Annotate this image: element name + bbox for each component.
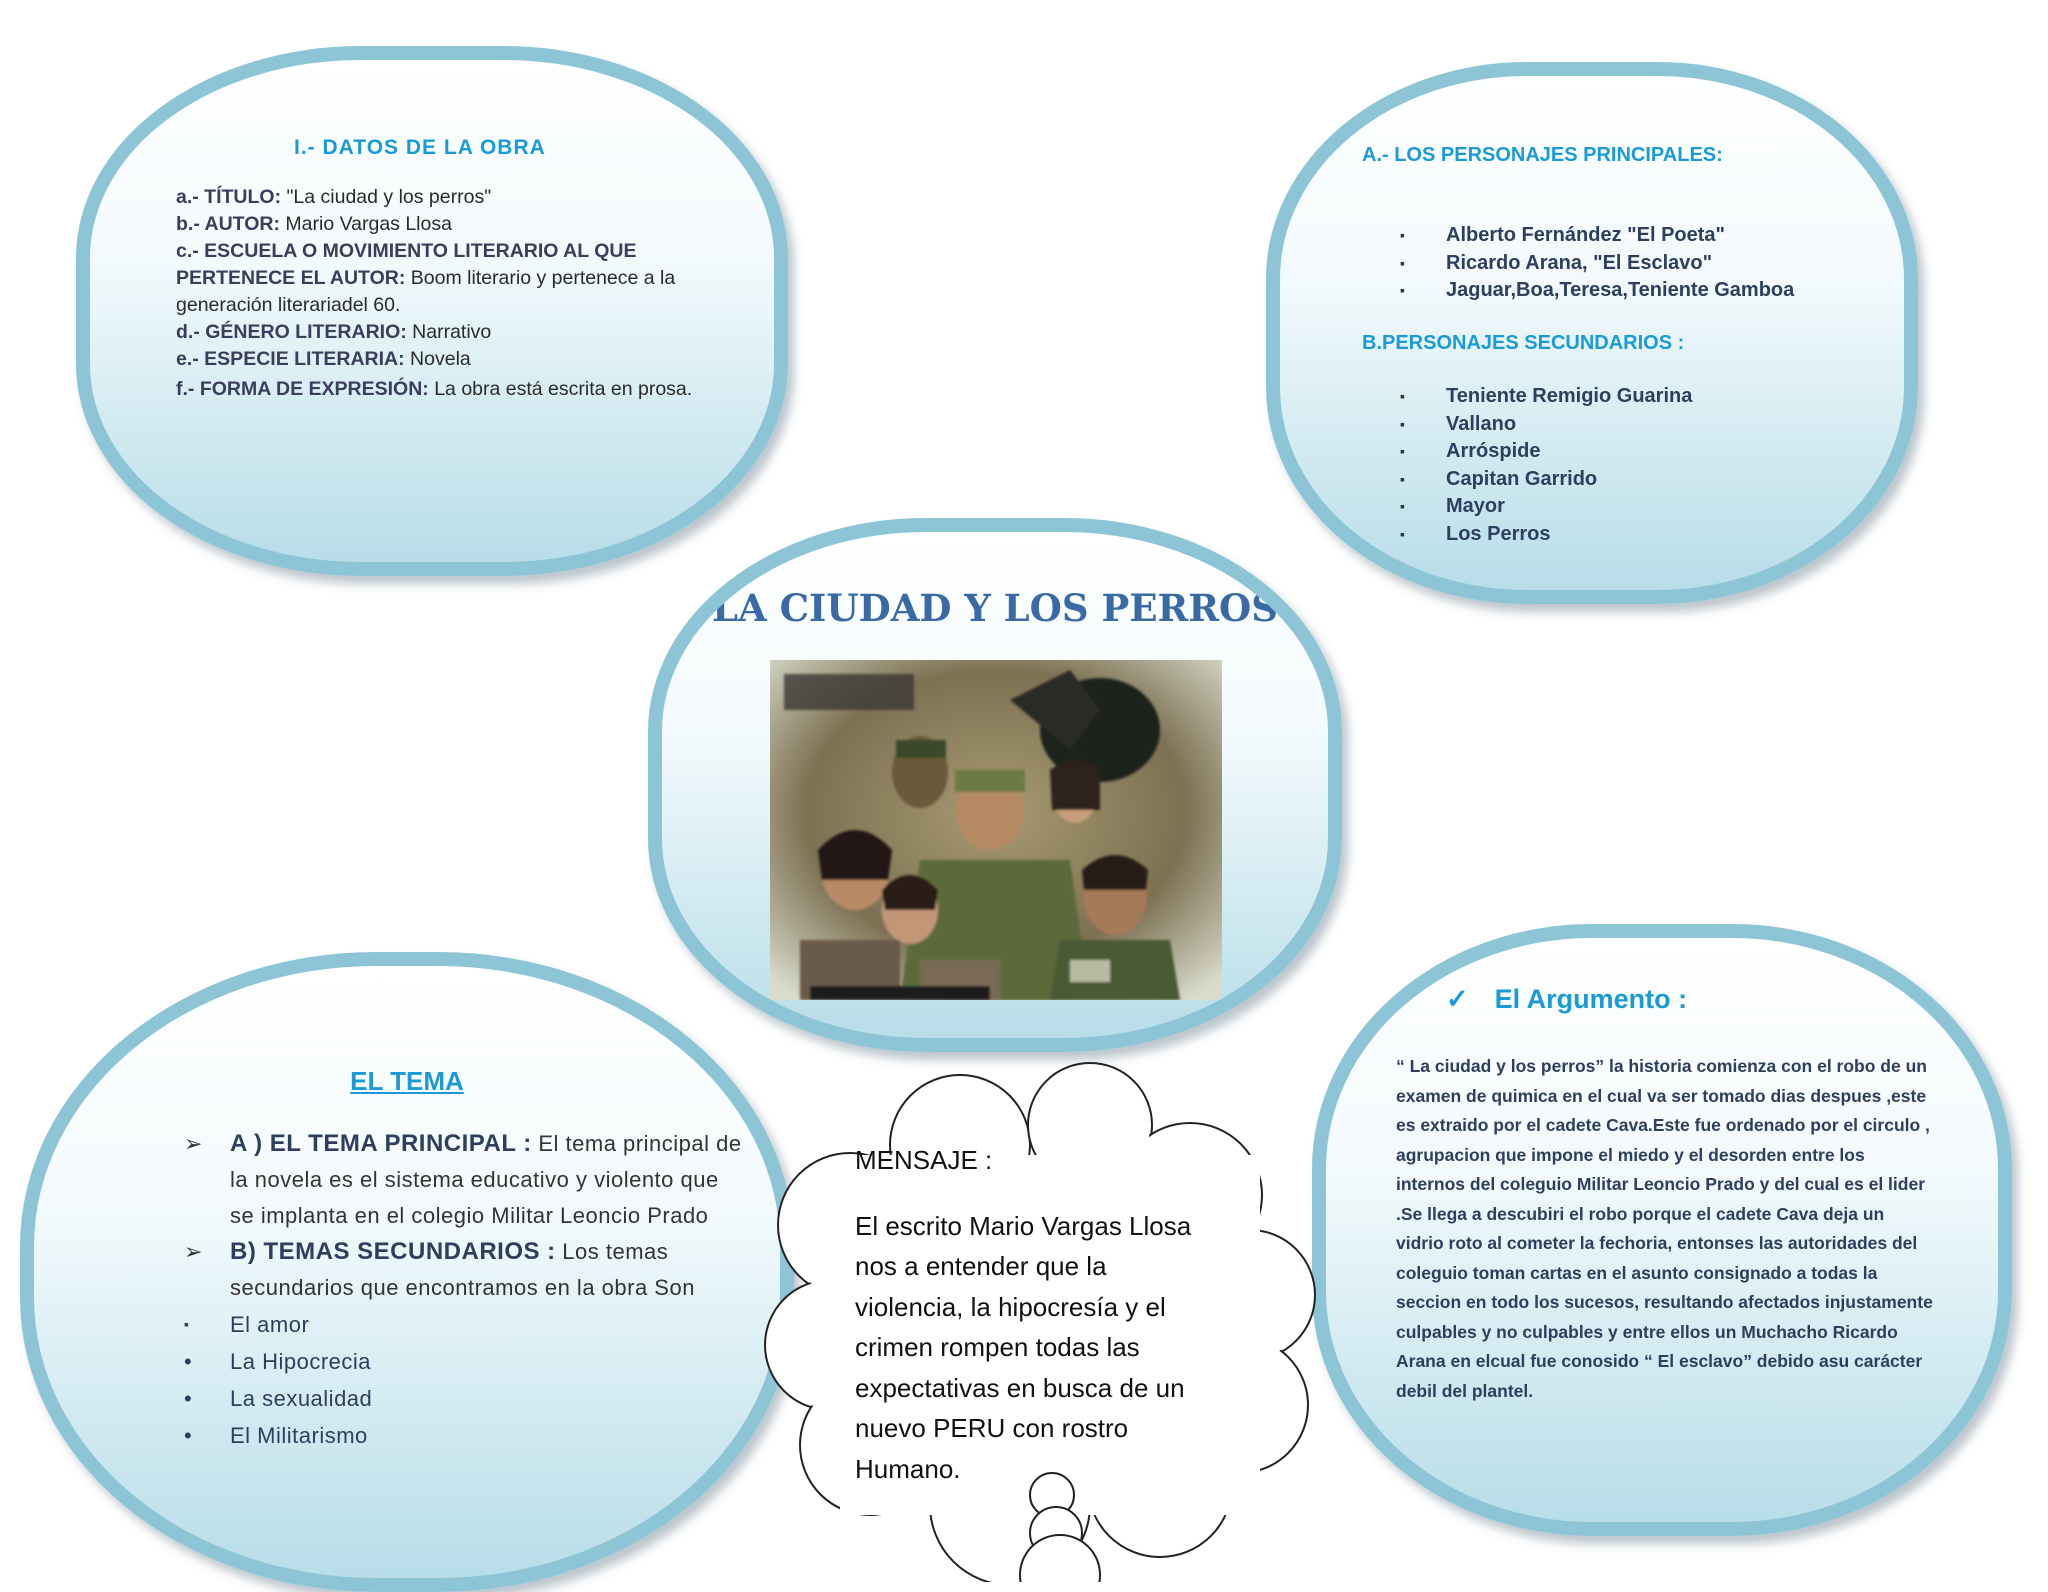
list-item: ▪ Los Perros <box>1400 521 1692 549</box>
list-item: • La sexualidad <box>184 1380 744 1417</box>
tema-heading: EL TEMA <box>350 1066 464 1096</box>
list-item: • La Hipocrecia <box>184 1343 744 1380</box>
checkmark-icon: ✓ <box>1446 984 1469 1014</box>
list-item: ▪ Alberto Fernández "El Poeta" <box>1400 222 1794 250</box>
argumento-text: “ La ciudad y los perros” la historia comienza con el robo de un examen de quimica en el cual va ser tomado dias despues ,este es extraido por el cadete Cava.Este fue ordenado por el circulo , agrupacion que impone el miedo y el desorden entre los internos del coleguio Militar Leoncio Prado y del cual es el lider .Se llega a descubiri el robo porque el cadete Cava deja un vidrio roto al cometer la fechoria, entonses las autoridades del coleguio toman cartas en el asunto consignado a todas la seccion en todo los sucesos, resultando afectados injustamente culpables y no culpables y entre ellos un Muchacho Ricardo Arana en elcual fue conosido “ El esclavo” debido asu carácter debil del plantel. <box>1396 1056 1933 1401</box>
personajes-secundarios-list <box>1400 383 1692 548</box>
argumento-heading: ✓ El Argumento : <box>1446 984 1688 1014</box>
personajes-secundarios-heading: B.PERSONAJES SECUNDARIOS : <box>1362 332 1685 354</box>
list-item: • El Militarismo <box>184 1417 744 1454</box>
square-bullet-icon: ▪ <box>184 1316 190 1332</box>
mensaje-label: MENSAJE : <box>855 1145 993 1175</box>
tema-body <box>184 1126 744 1454</box>
datos-obra-title: I.- DATOS DE LA OBRA <box>294 136 546 159</box>
arrow-bullet-icon: ➢ <box>184 1239 203 1264</box>
list-item: ▪ Arróspide <box>1400 438 1692 466</box>
dot-bullet-icon: • <box>184 1386 193 1411</box>
list-item: ▪ El amor <box>184 1306 744 1343</box>
dot-bullet-icon: • <box>184 1349 193 1374</box>
personajes-panel <box>1266 62 1918 604</box>
datos-obra-list <box>176 184 736 406</box>
book-title: LA CIUDAD Y LOS PERROS <box>711 586 1278 630</box>
mensaje-text: El escrito Mario Vargas Llosa nos a entender que la violencia, la hipocresía y el crimen rompen todas las expectativas en busca de un nuevo PERU con rostro Humano. <box>855 1210 1192 1484</box>
list-item: ▪ Ricardo Arana, "El Esclavo" <box>1400 250 1794 278</box>
datos-obra-panel <box>76 46 788 576</box>
list-item: ▪ Jaguar,Boa,Teresa,Teniente Gamboa <box>1400 277 1794 305</box>
list-item: ▪ Teniente Remigio Guarina <box>1400 383 1692 411</box>
datos-row-titulo: a.- TÍTULO: "La ciudad y los perros" <box>176 186 492 208</box>
dot-bullet-icon: • <box>184 1423 193 1448</box>
list-item: ▪ Vallano <box>1400 411 1692 439</box>
datos-row-autor: b.- AUTOR: Mario Vargas Llosa <box>176 213 452 235</box>
mensaje-text-block <box>855 1140 1215 1489</box>
list-item: ▪ Mayor <box>1400 493 1692 521</box>
datos-row-forma: f.- FORMA DE EXPRESIÓN: La obra está escrita en prosa. <box>176 378 693 400</box>
argumento-panel <box>1312 924 2012 1536</box>
tema-panel <box>20 952 794 1592</box>
tema-principal: ➢ A ) EL TEMA PRINCIPAL : El tema principal de la novela es el sistema educativo y violento que se implanta en el colegio Militar Leoncio Prado <box>184 1126 744 1234</box>
tema-secundarios: ➢ B) TEMAS SECUNDARIOS : Los temas secundarios que encontramos en la obra Son <box>184 1234 744 1306</box>
datos-row-genero: d.- GÉNERO LITERARIO: Narrativo <box>176 321 492 343</box>
center-title-panel <box>648 518 1342 1052</box>
list-item: ▪ Capitan Garrido <box>1400 466 1692 494</box>
datos-row-escuela: c.- ESCUELA O MOVIMIENTO LITERARIO AL QUE PERTENECE EL AUTOR: Boom literario y pertenece a la generación literariadel 60. <box>176 240 676 316</box>
personajes-principales-list <box>1400 222 1794 305</box>
personajes-principales-heading: A.- LOS PERSONAJES PRINCIPALES: <box>1362 144 1723 166</box>
book-cover-image <box>770 660 1222 1000</box>
arrow-bullet-icon: ➢ <box>184 1131 203 1156</box>
datos-row-especie: e.- ESPECIE LITERARIA: Novela <box>176 348 471 370</box>
